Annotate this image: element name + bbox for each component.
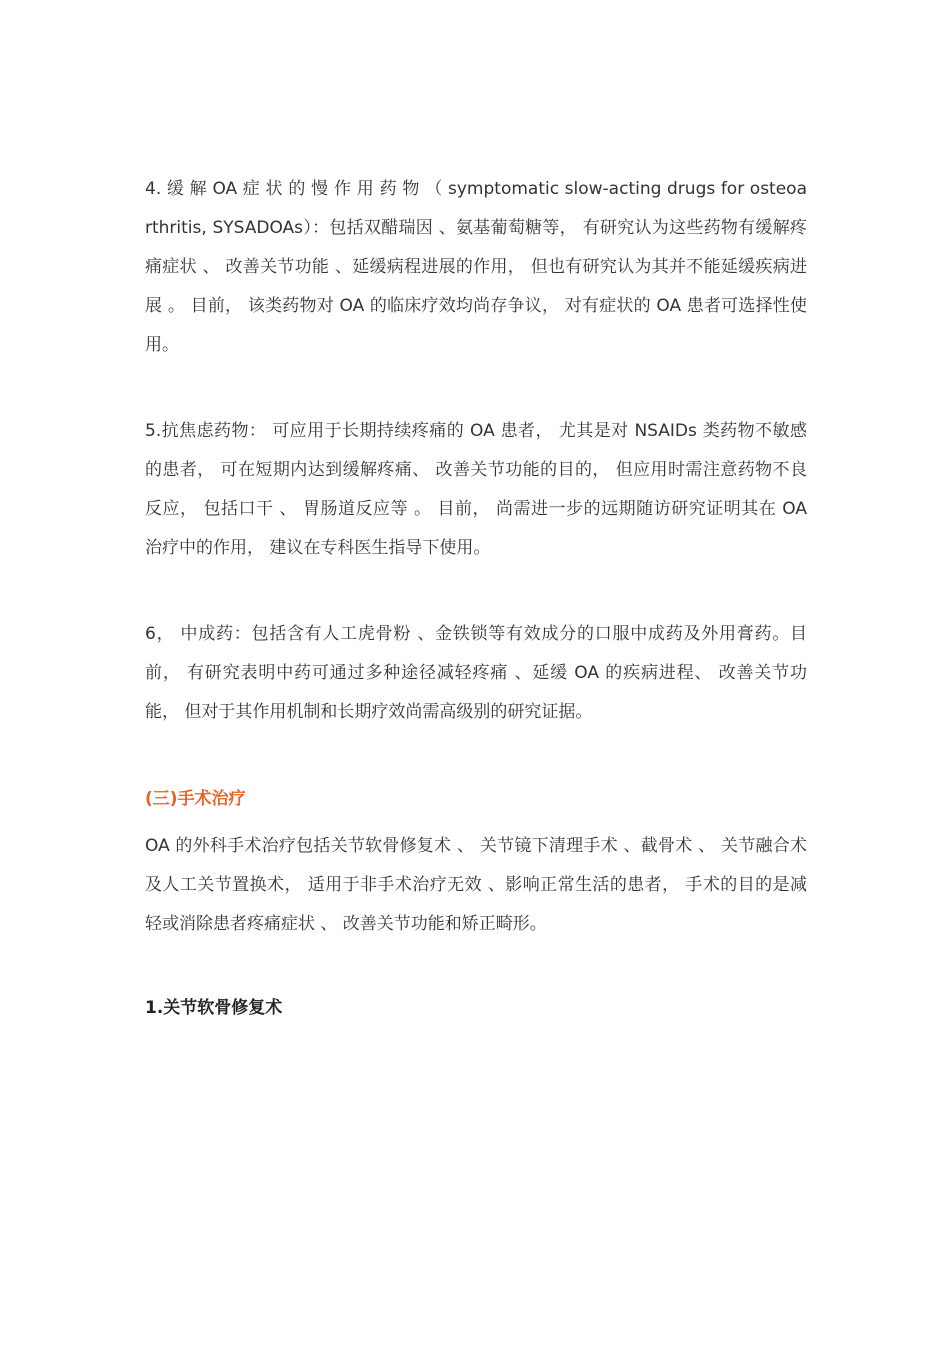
paragraph-anti-anxiety: 5.抗焦虑药物： 可应用于长期持续疼痛的 OA 患者， 尤其是对 NSAIDs 类药物不敏感的患者， 可在短期内达到缓解疼痛、 改善关节功能的目的， 但应用时需注意药物不良反应， 包括口干 、 胃肠道反应等 。 目前， 尚需进一步的远期随访研究证明其在 OA 治疗中的作用， 建议在专科医生指导下使用。 [145,421,807,558]
subheading-cartilage-repair: 1.关节软骨修复术 [145,998,283,1018]
paragraph-chinese-medicine: 6， 中成药：包括含有人工虎骨粉 、金铁锁等有效成分的口服中成药及外用膏药。目前， 有研究表明中药可通过多种途径减轻疼痛 、延缓 OA 的疾病进程、 改善关节功能， 但对于其作用机制和长期疗效尚需高级别的研究证据。 [145,624,807,722]
section-heading-surgery: (三)手术治疗 [145,789,246,809]
paragraph-surgery: OA 的外科手术治疗包括关节软骨修复术 、 关节镜下清理手术 、截骨术 、 关节融合术及人工关节置换术， 适用于非手术治疗无效 、影响正常生活的患者， 手术的目的是减轻或消除患者疼痛症状 、 改善关节功能和矫正畸形。 [145,836,807,934]
paragraph-sysadoa: 4. 缓 解 OA 症 状 的 慢 作 用 药 物 （ symptomatic slow-acting drugs for osteoarthritis, SYSADOAs）：包括双醋瑞因 、氨基葡萄糖等， 有研究认为这些药物有缓解疼痛症状 、 改善关节功能 、延缓病程进展的作用， 但也有研究认为其并不能延缓疾病进展 。 目前， 该类药物对 OA 的临床疗效均尚存争议， 对有症状的 OA 患者可选择性使用。 [145,179,807,355]
document-page [145,170,807,1018]
